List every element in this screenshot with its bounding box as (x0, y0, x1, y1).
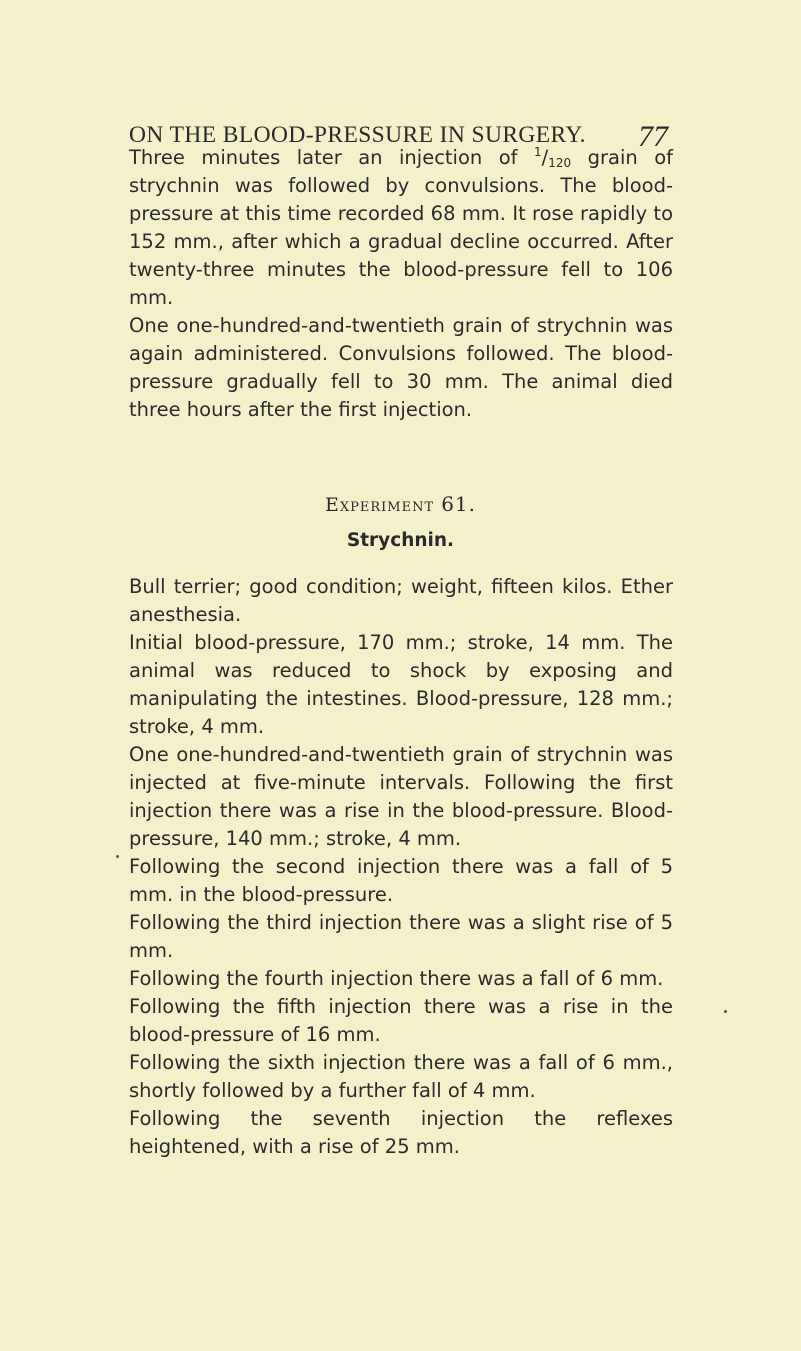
page-number: 77 (638, 120, 668, 153)
fraction-numerator: 1 (534, 145, 542, 159)
paragraph: Following the fifth injection there was a rise in the blood-pressure of 16 mm. (129, 995, 673, 1046)
paragraph: Following the second injection there was a fall of 5 mm. in the blood-pressure. (129, 855, 673, 906)
margin-speck (724, 1010, 727, 1013)
paragraph: One one-hundred-and-twentieth grain of strychnin was again administered. Convulsions followed. The blood-pressure gradually fell to 30 mm. The animal died three hours after the first injection. (129, 314, 673, 421)
paragraph: Following the sixth injection there was a fall of 6 mm., shortly followed by a further fall of 4 mm. (129, 1051, 673, 1102)
fraction: $^1/_{120}$ (534, 145, 572, 170)
paragraph: Initial blood-pressure, 170 mm.; stroke, 14 mm. The animal was reduced to shock by exposing and manipulating the intestines. Blood-pressure, 128 mm.; stroke, 4 mm. (129, 631, 673, 738)
paragraph-text: Three minutes later an injection of (129, 146, 535, 169)
paragraph-text: grain of strychnin was followed by convulsions. The blood-pressure at this time recorded 68 mm. It rose rapidly to 152 mm., after which a gradual decline occurred. After twenty-three minutes the blood-pressure fell to 106 mm. (129, 146, 673, 309)
fraction-denominator: 120 (548, 156, 572, 170)
paragraph (129, 144, 673, 312)
margin-speck (116, 855, 119, 858)
experiment-heading (0, 492, 801, 516)
paragraph: Following the third injection there was a slight rise of 5 mm. (129, 911, 673, 962)
experiment-heading-word: Experiment (325, 494, 435, 516)
running-title: ON THE BLOOD-PRESSURE IN SURGERY. (129, 122, 586, 148)
paragraph: Bull terrier; good condition; weight, fifteen kilos. Ether anesthesia. (129, 575, 673, 626)
paragraph: Following the seventh injection the reflexes heightened, with a rise of 25 mm. (129, 1107, 673, 1158)
experiment-text (129, 573, 673, 1161)
paragraph: Following the fourth injection there was a fall of 6 mm. (129, 967, 664, 990)
experiment-number: 61. (441, 492, 476, 516)
continuation-text (129, 144, 673, 424)
paragraph: One one-hundred-and-twentieth grain of strychnin was injected at five-minute intervals. Following the first injection there was a rise in the blood-pressure. Blood-pressure, 140 mm.; stroke, 4 mm. (129, 743, 673, 850)
experiment-subtitle: Strychnin. (346, 530, 455, 551)
